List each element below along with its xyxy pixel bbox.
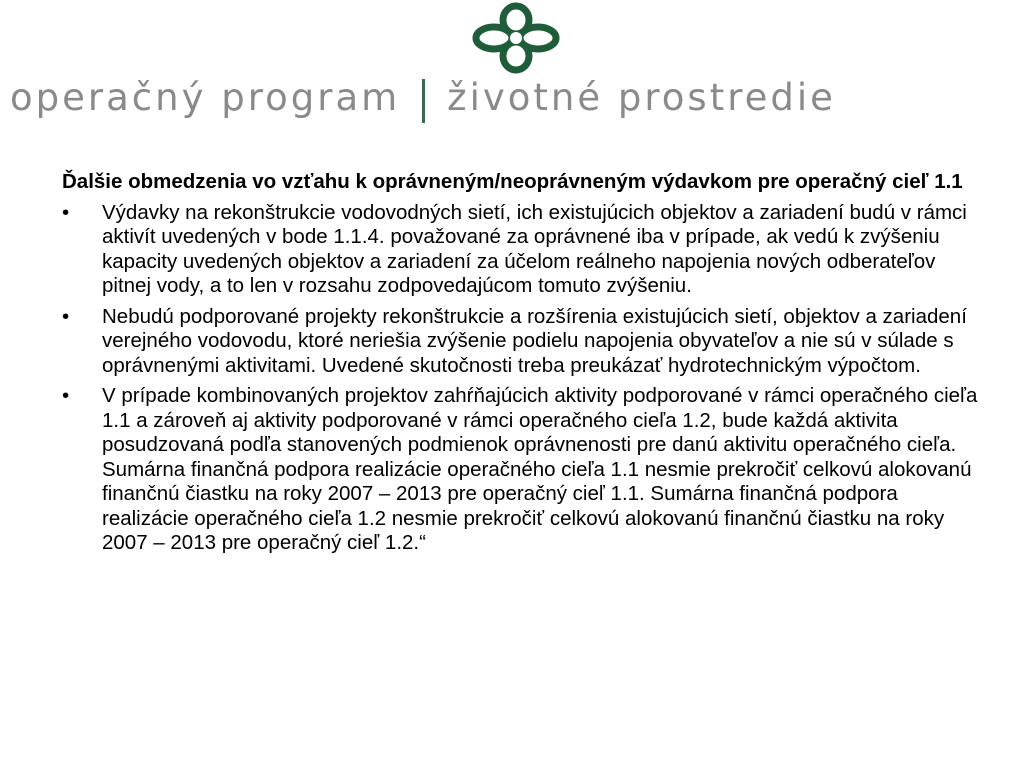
program-title — [10, 72, 1014, 122]
program-title-left: operačný program — [10, 75, 401, 119]
list-item-text: Nebudú podporované projekty rekonštrukcie a rozšírenia existujúcich sietí, objektov a zariadení verejného vodovodu, ktoré neriešia zvýšenie podielu napojenia obyvateľov a nie sú v súlade s oprávnenými aktivitami. Uvedené skutočnosti treba preukázať hydrotechnickým výpočtom. — [102, 304, 967, 377]
list-item — [62, 201, 982, 299]
list-item-text: V prípade kombinovaných projektov zahŕňajúcich aktivity podporované v rámci operačného cieľa 1.1 a zároveň aj aktivity podporované v rámci operačného cieľa 1.2, bude každá aktivita posudzovaná podľa stanovených podmienok oprávnenosti pre danú aktivitu operačného cieľa. Sumárna finančná podpora realizácie operačného cieľa 1.1 nesmie prekročiť celkovú alokovanú finančnú čiastku na roky 2007 – 2013 pre operačný cieľ 1.1. Sumárna finančná podpora realizácie operačného cieľa 1.2 nesmie prekročiť celkovú alokovanú finančnú čiastku na roky 2007 – 2013 pre operačný cieľ 1.2.“ — [102, 384, 978, 554]
list-item — [62, 384, 982, 556]
slide-heading: Ďalšie obmedzenia vo vzťahu k oprávneným/neoprávneným výdavkom pre operačný cieľ 1.1 — [62, 170, 963, 193]
bullet-list — [62, 201, 982, 556]
program-title-right: životné prostredie — [447, 75, 836, 119]
list-item-text: Výdavky na rekonštrukcie vodovodných sietí, ich existujúcich objektov a zariadení budú v rámci aktivít uvedených v bode 1.1.4. považované za oprávnené iba v prípade, ak vedú k zvýšeniu kapacity uvedených objektov a zariadení za účelom reálneho napojenia nových odberateľov pitnej vody, a to len v rozsahu zodpovedajúcom tomuto zvýšeniu. — [102, 200, 967, 297]
green-quatrefoil-icon — [466, 2, 566, 74]
title-divider — [422, 79, 425, 123]
slide-header — [0, 0, 1024, 130]
bullet-marker: • — [62, 304, 70, 328]
slide-content — [62, 170, 982, 562]
bullet-marker: • — [62, 384, 70, 407]
bullet-marker: • — [62, 200, 70, 224]
list-item — [62, 305, 982, 379]
